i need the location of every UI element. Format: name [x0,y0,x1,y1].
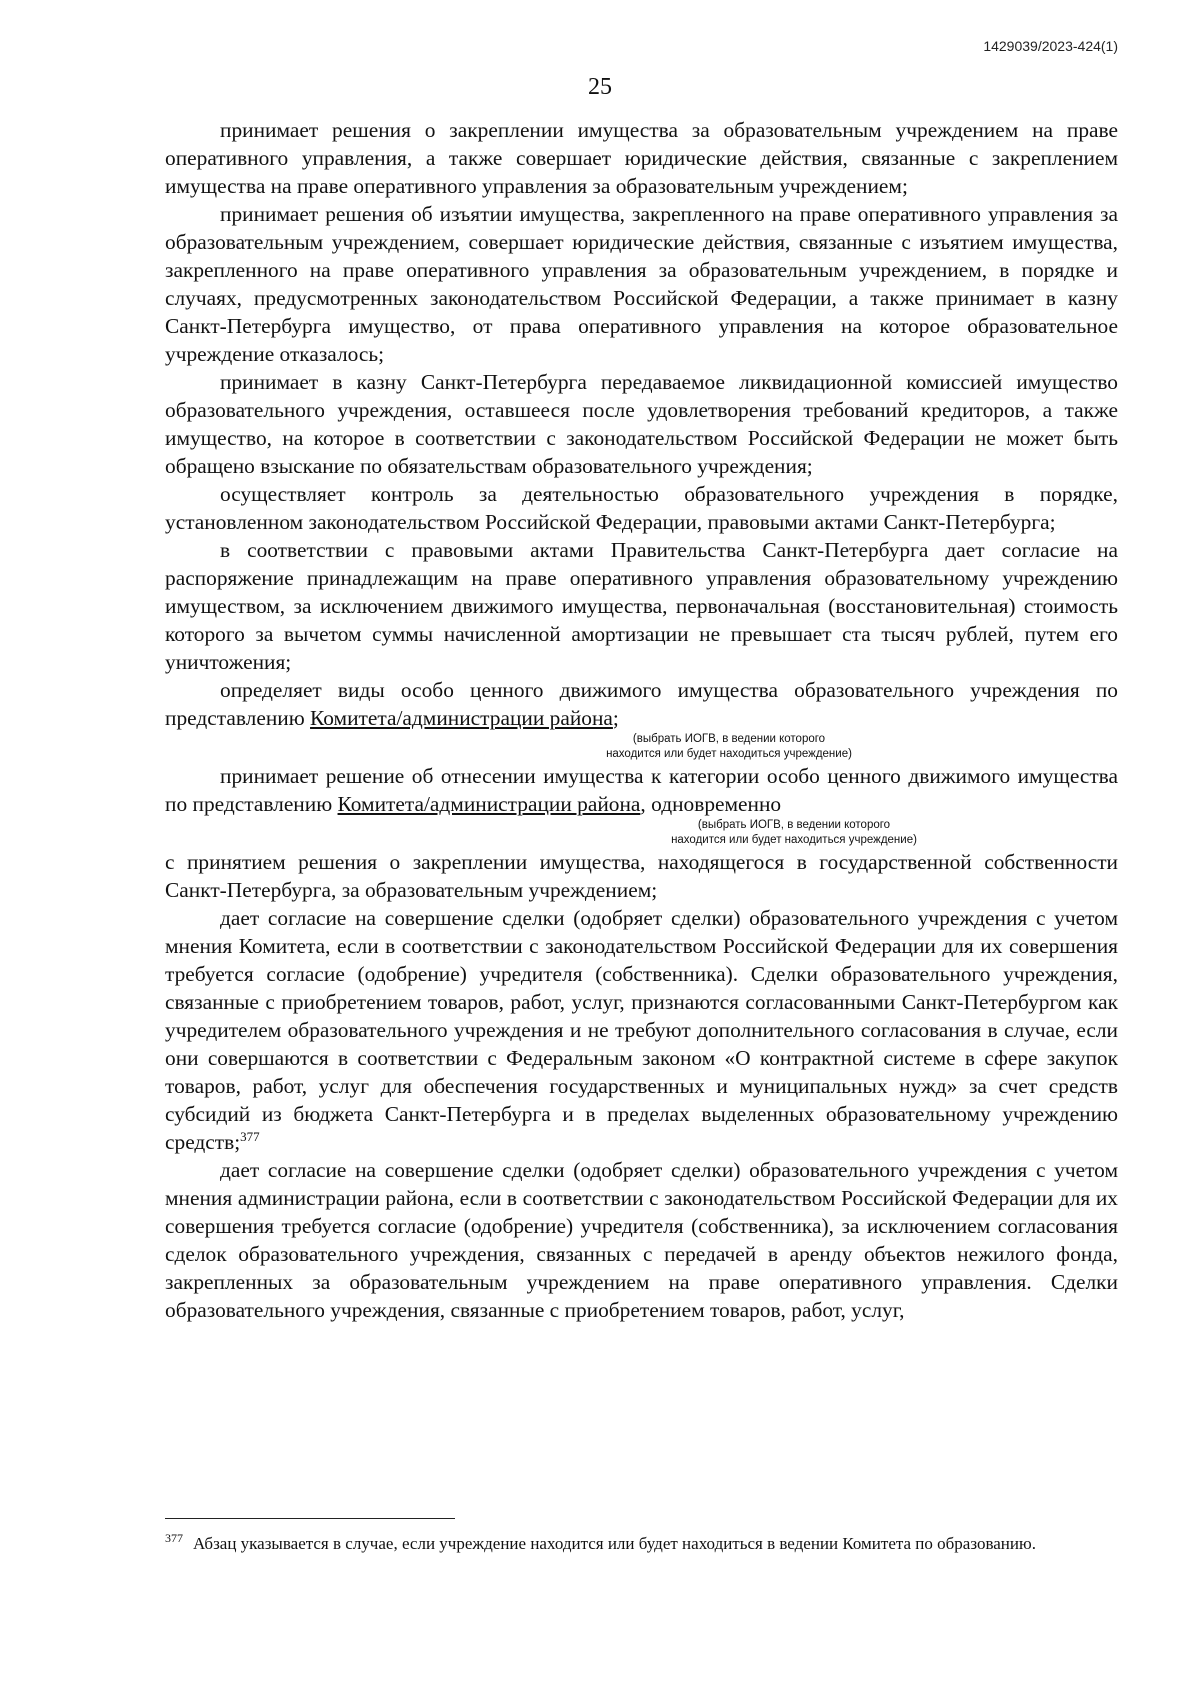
paragraph-5: в соответствии с правовыми актами Правительства Санкт-Петербурга дает согласие на распоряжение принадлежащим на праве оперативного управления образовательному учреждению имуществом, за исключением движимого имущества, первоначальная (восстановительная) стоимость которого за вычетом суммы начисленной амортизации не превышает ста тысяч рублей, путем его уничтожения; [165,538,1118,674]
paragraph-6-end: ; [612,706,619,730]
footnote-text: Абзац указывается в случае, если учреждение находится или будет находиться в ведении Комитета по образованию. [193,1534,1036,1553]
document-number: 1429039/2023-424(1) [983,38,1118,54]
paragraph-1: принимает решения о закреплении имущества за образовательным учреждением на праве оперативного управления, а также совершает юридические действия, связанные с закреплением имущества на праве оперативного управления за образовательным учреждением; [165,118,1118,198]
paragraph-8-text: дает согласие на совершение сделки (одобряет сделки) образовательного учреждения с учетом мнения Комитета, если в соответствии с законодательством Российской Федерации для их совершения требуется согласие (одобрение) учредителя (собственника). Сделки образовательного учреждения, связанные с приобретением товаров, работ, услуг, признаются согласованными Санкт-Петербургом как учредителем образовательного учреждения и не требуют дополнительного согласования в случае, если они совершаются в соответствии с Федеральным законом «О контрактной системе в сфере закупок товаров, работ, услуг для обеспечения государственных и муниципальных нужд» за счет средств субсидий из бюджета Санкт-Петербурга и в пределах выделенных образовательному учреждению средств; [165,906,1118,1154]
placeholder-note-line-2: находится или будет находиться учреждение) [671,834,917,846]
footnote-mark: 377 [165,1531,183,1546]
paragraph-7 [165,762,1118,818]
paragraph-7-continuation: с принятием решения о закреплении имущества, находящегося в государственной собственности Санкт-Петербурга, за образовательным учреждением; [165,850,1118,902]
paragraph-6 [165,676,1118,732]
paragraph-9: дает согласие на совершение сделки (одобряет сделки) образовательного учреждения с учетом мнения администрации района, если в соответствии с законодательством Российской Федерации для их совершения требуется согласие (одобрение) учредителя (собственника), за исключением согласования сделок образовательного учреждения, связанных с передачей в аренду объектов нежилого фонда, закрепленных за образовательным учреждением на праве оперативного управления. Сделки образовательного учреждения, связанные с приобретением товаров, работ, услуг, [165,1158,1118,1322]
document-body [165,116,1118,1324]
footnote-reference[interactable]: 377 [240,1128,260,1144]
footnote-separator [165,1518,455,1519]
placeholder-note-line-2: находится или будет находиться учреждение) [606,748,852,760]
authority-placeholder: Комитета/администрации района [310,706,613,730]
authority-placeholder: Комитета/администрации района [337,792,641,816]
page-number: 25 [588,74,612,100]
paragraph-2: принимает решения об изъятии имущества, закрепленного на праве оперативного управления за образовательным учреждением, совершает юридические действия, связанные с изъятием имущества, закрепленного на праве оперативного управления за образовательным учреждением, в порядке и случаях, предусмотренных законодательством Российской Федерации, а также принимает в казну Санкт-Петербурга имущество, от права оперативного управления на которое образовательное учреждение отказалось; [165,202,1118,366]
placeholder-note-line-1: (выбрать ИОГВ, в ведении которого [697,819,891,831]
paragraph-6-text: определяет виды особо ценного движимого имущества образовательного учреждения по представлению [165,678,1118,730]
paragraph-7-tail: , одновременно [640,792,782,816]
placeholder-note-line-1: (выбрать ИОГВ, в ведении которого [632,733,826,745]
footnote [165,1532,1118,1555]
paragraph-4: осуществляет контроль за деятельностью образовательного учреждения в порядке, установленном законодательством Российской Федерации, правовыми актами Санкт-Петербурга; [165,482,1118,534]
paragraph-7-text: принимает решение об отнесении имущества к категории особо ценного движимого имущества по представлению [165,764,1118,816]
paragraph-8 [165,904,1118,1156]
paragraph-3: принимает в казну Санкт-Петербурга передаваемое ликвидационной комиссией имущество образовательного учреждения, оставшееся после удовлетворения требований кредиторов, а также имущество, на которое в соответствии с законодательством Российской Федерации не может быть обращено взыскание по обязательствам образовательного учреждения; [165,370,1118,478]
